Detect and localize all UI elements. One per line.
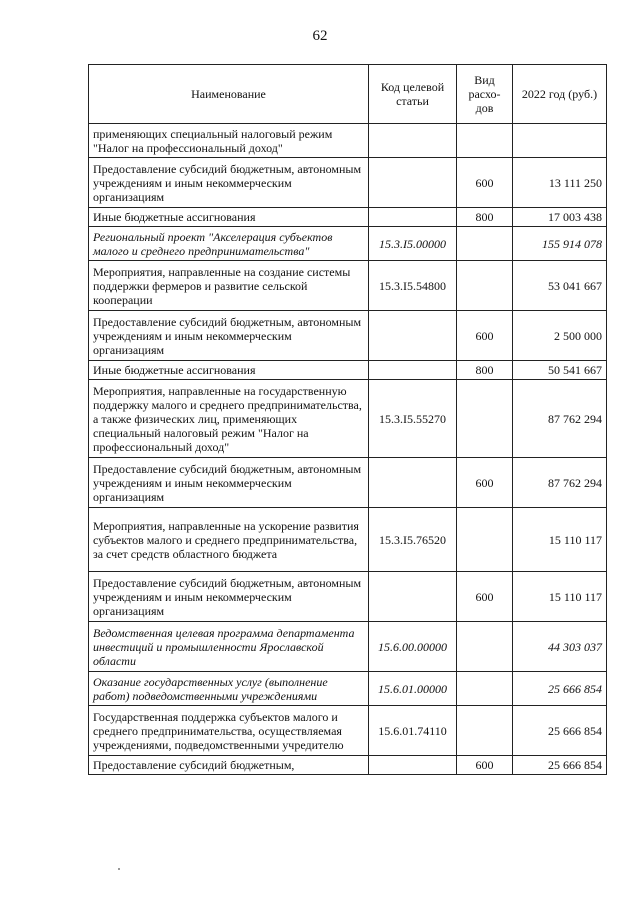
cell-code — [369, 208, 457, 227]
table-row — [89, 361, 607, 380]
cell-kind: 600 — [457, 572, 513, 622]
cell-code: 15.6.01.00000 — [369, 672, 457, 706]
cell-code: 15.3.I5.76520 — [369, 508, 457, 572]
cell-code — [369, 311, 457, 361]
page-number: 62 — [312, 28, 328, 44]
cell-name: Предоставление субсидий бюджетным, автономным учреждениям и иным некоммерческим организациям — [89, 572, 369, 622]
cell-code — [369, 361, 457, 380]
cell-kind — [457, 380, 513, 458]
cell-kind: 600 — [457, 756, 513, 775]
cell-name: Мероприятия, направленные на государственную поддержку малого и среднего предпринимательства, а также физических лиц, применяющих специальный налоговый режим "Налог на профессиональный доход" — [89, 380, 369, 458]
table-row — [89, 380, 607, 458]
cell-sum: 87 762 294 — [513, 380, 607, 458]
cell-sum: 2 500 000 — [513, 311, 607, 361]
table-row — [89, 458, 607, 508]
scan-speck — [118, 868, 120, 870]
cell-code — [369, 158, 457, 208]
cell-name: Иные бюджетные ассигнования — [89, 208, 369, 227]
cell-code — [369, 458, 457, 508]
cell-code — [369, 572, 457, 622]
table-row — [89, 622, 607, 672]
cell-sum: 44 303 037 — [513, 622, 607, 672]
cell-sum: 50 541 667 — [513, 361, 607, 380]
cell-name: Государственная поддержка субъектов малого и среднего предпринимательства, осуществляемая учреждениями, подведомственными учредителю — [89, 706, 369, 756]
header-kind: Вид расхо-дов — [457, 65, 513, 124]
cell-sum — [513, 124, 607, 158]
cell-name: Предоставление субсидий бюджетным, автономным учреждениям и иным некоммерческим организациям — [89, 158, 369, 208]
cell-code — [369, 124, 457, 158]
table-header-row — [89, 65, 607, 124]
table-row — [89, 208, 607, 227]
cell-kind: 800 — [457, 208, 513, 227]
cell-sum: 15 110 117 — [513, 508, 607, 572]
cell-name: Предоставление субсидий бюджетным, — [89, 756, 369, 775]
table-row — [89, 261, 607, 311]
cell-sum: 53 041 667 — [513, 261, 607, 311]
cell-kind: 800 — [457, 361, 513, 380]
cell-kind — [457, 508, 513, 572]
cell-code: 15.3.I5.55270 — [369, 380, 457, 458]
header-code: Код целевой статьи — [369, 65, 457, 124]
cell-sum: 25 666 854 — [513, 706, 607, 756]
budget-table — [88, 64, 607, 775]
cell-kind: 600 — [457, 458, 513, 508]
table-row — [89, 572, 607, 622]
cell-kind: 600 — [457, 311, 513, 361]
cell-sum: 155 914 078 — [513, 227, 607, 261]
cell-name: Оказание государственных услуг (выполнение работ) подведомственными учреждениями — [89, 672, 369, 706]
cell-kind — [457, 124, 513, 158]
cell-code: 15.6.00.00000 — [369, 622, 457, 672]
table-row — [89, 672, 607, 706]
table-row — [89, 227, 607, 261]
cell-sum: 13 111 250 — [513, 158, 607, 208]
cell-sum: 17 003 438 — [513, 208, 607, 227]
table-row — [89, 124, 607, 158]
cell-name: Иные бюджетные ассигнования — [89, 361, 369, 380]
cell-name: Предоставление субсидий бюджетным, автономным учреждениям и иным некоммерческим организациям — [89, 311, 369, 361]
cell-name: Мероприятия, направленные на ускорение развития субъектов малого и среднего предпринимательства, за счет средств областного бюджета — [89, 508, 369, 572]
cell-kind — [457, 622, 513, 672]
header-name: Наименование — [89, 65, 369, 124]
table-row — [89, 706, 607, 756]
cell-sum: 25 666 854 — [513, 756, 607, 775]
table-row — [89, 756, 607, 775]
cell-kind — [457, 672, 513, 706]
table-row — [89, 158, 607, 208]
cell-code: 15.3.I5.00000 — [369, 227, 457, 261]
cell-name: Ведомственная целевая программа департамента инвестиций и промышленности Ярославской области — [89, 622, 369, 672]
cell-name: применяющих специальный налоговый режим "Налог на профессиональный доход" — [89, 124, 369, 158]
cell-code: 15.6.01.74110 — [369, 706, 457, 756]
cell-kind: 600 — [457, 158, 513, 208]
cell-sum: 87 762 294 — [513, 458, 607, 508]
cell-kind — [457, 227, 513, 261]
table-row — [89, 508, 607, 572]
table-row — [89, 311, 607, 361]
cell-code: 15.3.I5.54800 — [369, 261, 457, 311]
cell-sum: 15 110 117 — [513, 572, 607, 622]
cell-name: Мероприятия, направленные на создание системы поддержки фермеров и развитие сельской кооперации — [89, 261, 369, 311]
cell-name: Региональный проект "Акселерация субъектов малого и среднего предпринимательства" — [89, 227, 369, 261]
cell-kind — [457, 706, 513, 756]
header-sum: 2022 год (руб.) — [513, 65, 607, 124]
cell-kind — [457, 261, 513, 311]
cell-sum: 25 666 854 — [513, 672, 607, 706]
cell-code — [369, 756, 457, 775]
cell-name: Предоставление субсидий бюджетным, автономным учреждениям и иным некоммерческим организациям — [89, 458, 369, 508]
